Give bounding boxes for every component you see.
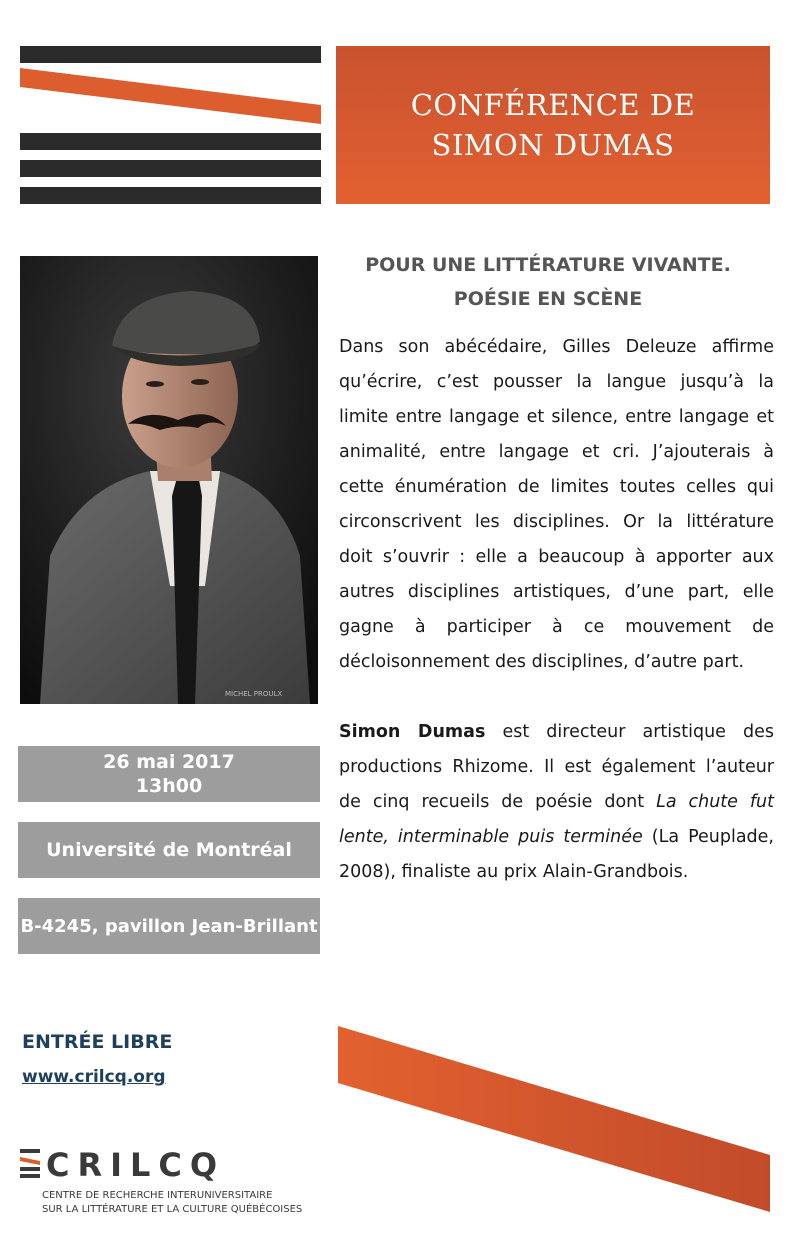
logo-subtitle-line-1: CENTRE DE RECHERCHE INTERUNIVERSITAIRE bbox=[42, 1190, 273, 1201]
logo-subtitle bbox=[42, 1189, 342, 1217]
bio-text-2: (La Peuplade, 2008), finaliste au prix Alain-Grandbois. bbox=[339, 827, 774, 882]
decor-bar-3 bbox=[20, 160, 321, 177]
decor-bar-4 bbox=[20, 187, 321, 204]
decor-bar-2 bbox=[20, 133, 321, 150]
event-room: B-4245, pavillon Jean-Brillant bbox=[20, 915, 318, 937]
website-link[interactable]: www.crilcq.org bbox=[22, 1067, 166, 1087]
bio-text-1: est directeur artistique des productions Rhizome. Il est également l’auteur de cinq recueils de poésie dont bbox=[339, 722, 775, 812]
date-box bbox=[18, 746, 320, 802]
decor-orange-stripe bbox=[0, 0, 330, 130]
description bbox=[339, 330, 774, 890]
room-box bbox=[18, 898, 320, 954]
logo-wordmark: CRILCQ bbox=[46, 1146, 226, 1184]
event-time: 13h00 bbox=[135, 775, 203, 797]
entry-label: ENTRÉE LIBRE bbox=[22, 1031, 173, 1053]
photo-signature: MICHEL PROULX bbox=[225, 690, 283, 698]
event-date: 26 mai 2017 bbox=[103, 751, 235, 773]
subtitle-line-2: POÉSIE EN SCÈNE bbox=[453, 288, 643, 310]
bio-paragraph bbox=[339, 715, 774, 890]
event-venue: Université de Montréal bbox=[46, 839, 292, 861]
logo-subtitle-line-2: SUR LA LITTÉRATURE ET LA CULTURE QUÉBÉCOISES bbox=[42, 1204, 303, 1215]
venue-box bbox=[18, 822, 320, 878]
bio-name: Simon Dumas bbox=[339, 722, 486, 742]
title-line-2: SIMON DUMAS bbox=[431, 128, 675, 162]
crilcq-logo-mark-icon bbox=[20, 1147, 42, 1183]
description-paragraph: Dans son abécédaire, Gilles Deleuze affirme qu’écrire, c’est pousser la langue jusqu’à la limite entre langage et silence, entre langage et animalité, entre langage et cri. J’ajouterais à cette énumération de limites toutes celles qui circonscrivent les disciplines. Or la littérature doit s’ouvrir : elle a beaucoup à apporter aux autres disciplines artistiques, d’une part, elle gagne à participer à ce mouvement de décloisonnement des disciplines, d’autre part. bbox=[339, 337, 774, 672]
bio-book-title: La chute fut lente, interminable puis terminée bbox=[339, 792, 774, 847]
speaker-portrait bbox=[20, 256, 318, 704]
title-banner bbox=[336, 46, 770, 204]
speaker-photo bbox=[20, 256, 318, 704]
title-line-1: CONFÉRENCE DE bbox=[410, 88, 696, 122]
subtitle-line-1: POUR UNE LITTÉRATURE VIVANTE. bbox=[365, 254, 731, 276]
